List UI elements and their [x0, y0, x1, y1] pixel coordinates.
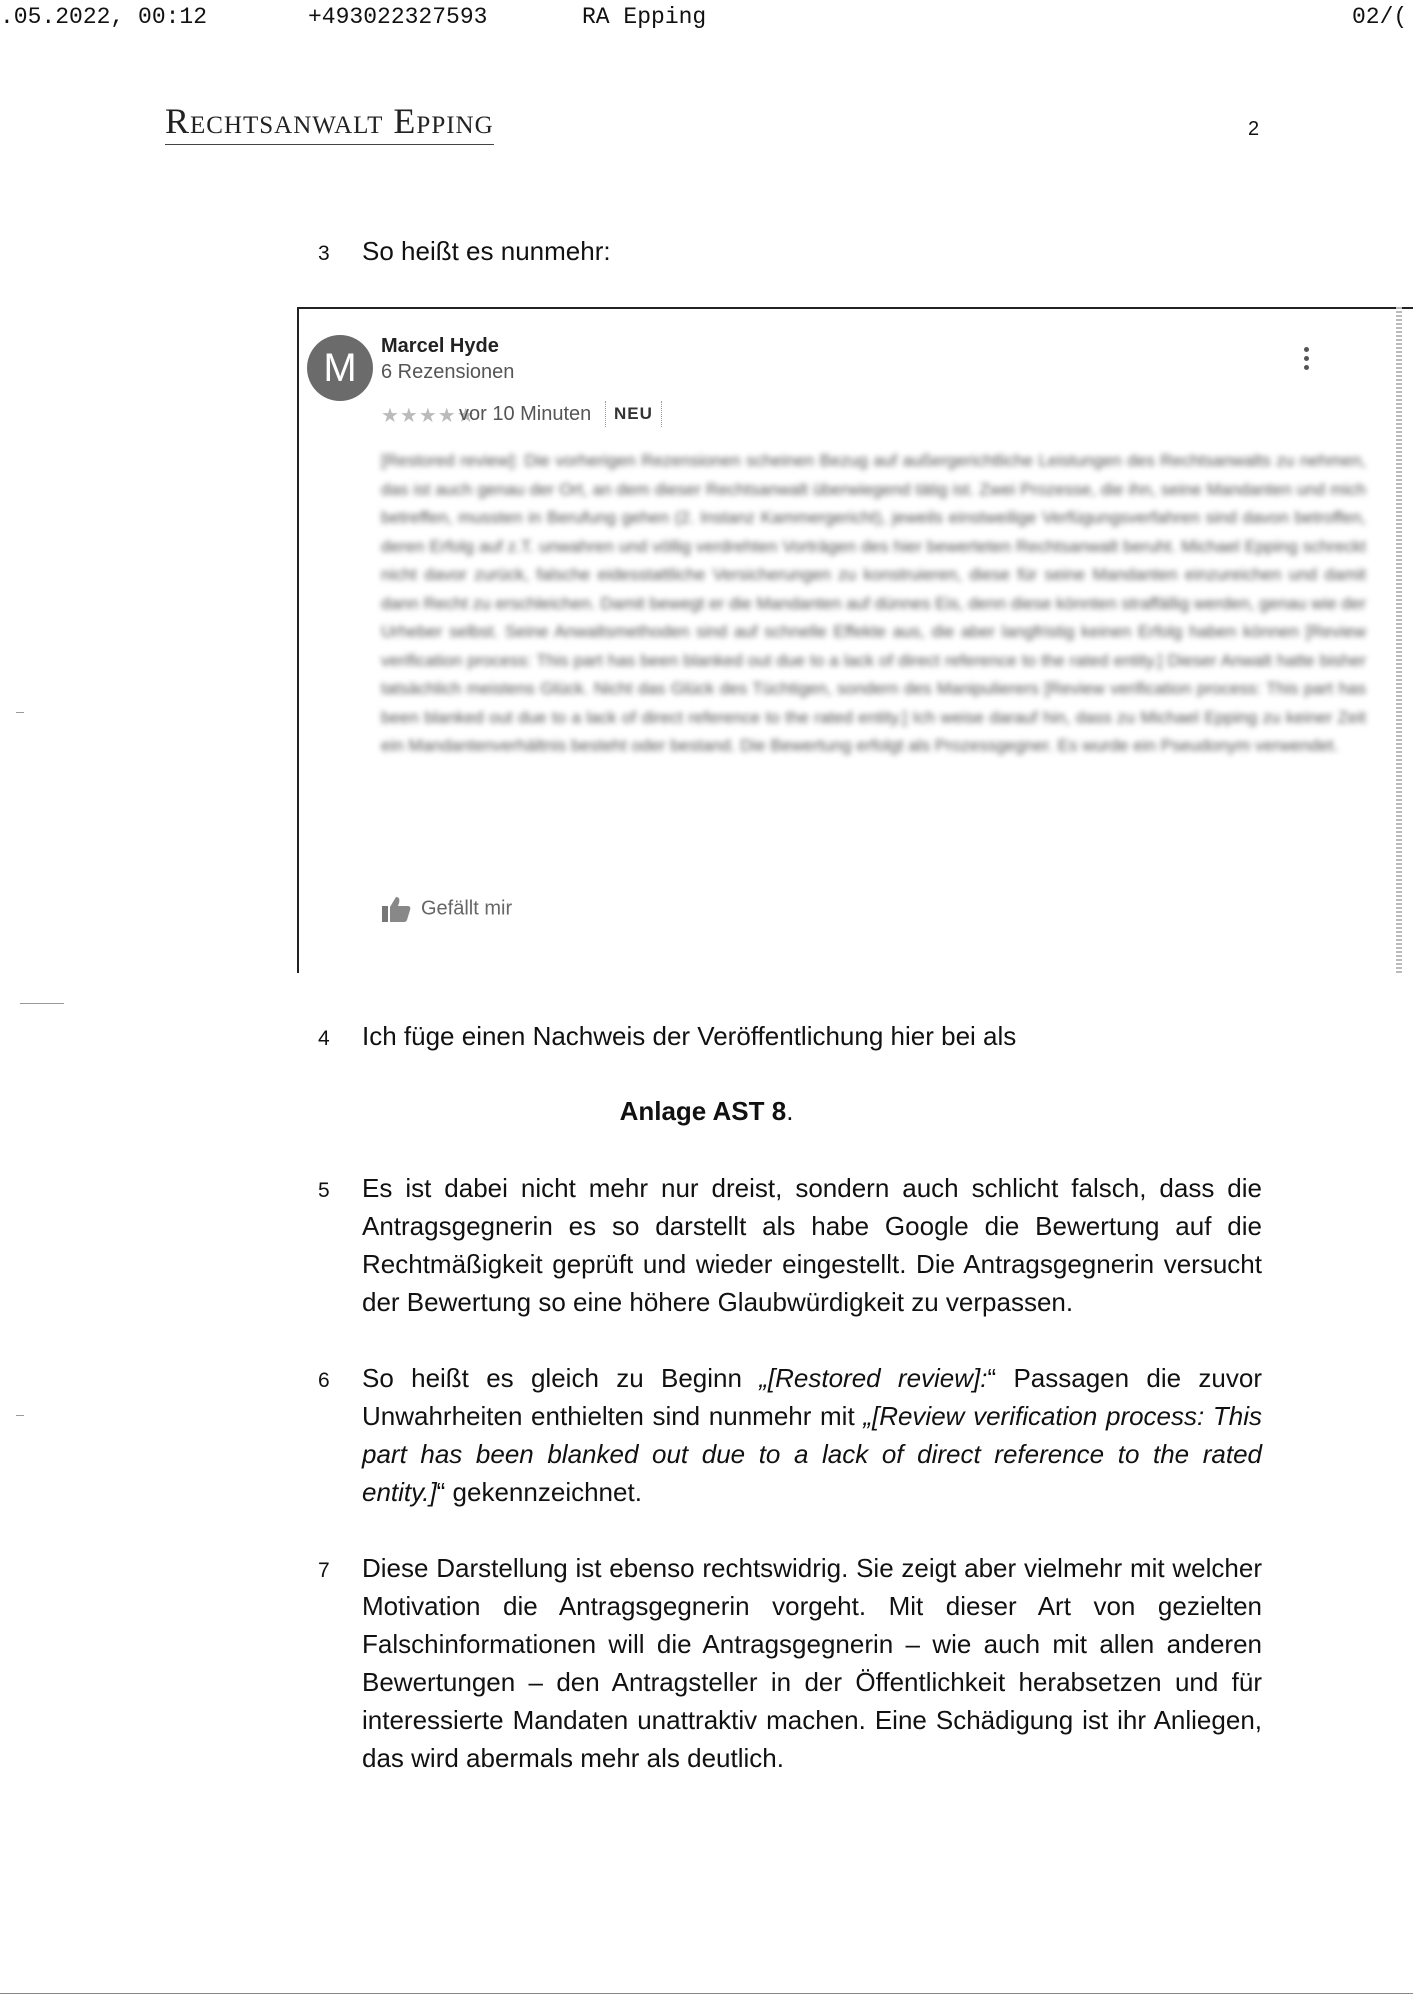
p6-quote: „[Restored review]:: [759, 1363, 988, 1393]
margin-mark: [20, 1003, 64, 1004]
paragraph-number: 7: [318, 1559, 330, 1582]
p6-text: “ Passagen die zuvor Unwahrheiten enthielten sind nunmehr mit: [362, 1363, 1262, 1431]
screenshot-edge: [1396, 307, 1402, 973]
avatar: M: [307, 335, 373, 401]
margin-mark: [16, 1415, 24, 1416]
fax-header: [0, 4, 1413, 32]
paragraph-5: Es ist dabei nicht mehr nur dreist, sondern auch schlicht falsch, dass die Antragsgegnerin es so darstellt als habe Google die Bewertung auf die Rechtmäßigkeit geprüft und wieder eingestellt. Die Antragsgegnerin versucht der Bewertung so eine höhere Glaubwürdigkeit zu verpassen.: [362, 1173, 1262, 1317]
paragraph-7: Diese Darstellung ist ebenso rechtswidrig. Sie zeigt aber vielmehr mit welcher Motivation die Antragsgegnerin vorgeht. Mit dieser Art von gezielten Falschinformationen will die Antragsgegnerin – wie auch mit allen anderen Bewertungen – den Antragsteller in der Öffentlichkeit herabsetzen und für interessierte Mandaten unattraktiv machen. Eine Schädigung ist ihr Anliegen, das wird abermals mehr als deutlich.: [362, 1553, 1262, 1773]
new-badge: NEU: [605, 401, 662, 427]
thumbs-up-icon: [381, 895, 411, 923]
paragraph-number: 6: [318, 1369, 330, 1392]
fax-date: .05.2022, 00:12: [0, 4, 208, 30]
fax-page: 02/(: [1352, 4, 1408, 30]
paragraph-4: Ich füge einen Nachweis der Veröffentlichung hier bei als: [362, 1021, 1017, 1051]
letterhead: Rechtsanwalt Epping: [165, 100, 494, 145]
anlage-dot: .: [786, 1096, 794, 1126]
fax-sender: RA Epping: [582, 4, 707, 30]
star-rating: ★★★★★: [381, 405, 476, 427]
page-number: 2: [1248, 118, 1260, 140]
anlage-text: Anlage AST 8: [619, 1096, 787, 1126]
paragraph-3: So heißt es nunmehr:: [362, 236, 611, 266]
p6-text: “ gekennzeichnet.: [436, 1477, 642, 1507]
paragraph-number: 5: [318, 1179, 330, 1202]
more-options-icon[interactable]: [1304, 347, 1310, 377]
review-screenshot: [297, 307, 1413, 973]
like-button[interactable]: [381, 895, 512, 923]
review-body: [Restored review]: Die vorherigen Rezensionen scheinen Bezug auf außergerichtliche Leistungen des Rechtsanwalts zu nehmen, das ist auch genau der Ort, an dem dieser Rechtsanwalt überwiegend tätig ist. Zwei Prozesse, die ihn, seine Mandanten und mich betreffen, mussten in Berufung gehen (2. Instanz Kammergericht), jeweils einstweilige Verfügungsverfahren sind davon betroffen, deren Erfolg auf z.T. unwahren und völlig verdrehten Vorträgen des hier bewerteten Rechtsanwalt beruht. Michael Epping schreckt nicht davor zurück, falsche eidesstattliche Versicherungen zu konstruieren, diese für seine Mandanten einzureichen und damit dann Recht zu erschleichen. Damit bewegt er die Mandanten auf dünnes Eis, denn diese könnten straffällig werden, genau wie der Urheber selbst. Seine Anwaltsmethoden sind auf schnelle Effekte aus, die aber langfristig keinen Erfolg haben können [Review verification process: This part has been blanked out due to a lack of direct reference to the rated entity.] Dieser Anwalt hatte bisher tatsächlich meistens Glück. Nicht das Glück des Tüchtigen, sondern des Manipulierers [Review verification process: This part has been blanked out due to a lack of direct reference to the rated entity.] Ich weise darauf hin, dass zu Michael Epping zu keiner Zeit ein Mandantenverhältnis besteht oder bestand. Die Bewertung erfolgt als Prozessgegner. Es wurde ein Pseudonym verwendet.: [381, 451, 1366, 755]
paragraph-6: [362, 1359, 1262, 1511]
p6-quote: „[Review verification process: This part has been blanked out due to a lack of direct reference to the rated entity.]: [362, 1401, 1262, 1507]
fax-phone: +493022327593: [308, 4, 488, 30]
reviewer-name: Marcel Hyde: [381, 335, 499, 357]
margin-mark: [16, 712, 24, 713]
bottom-rule: [0, 1993, 1413, 1994]
review-time: vor 10 Minuten: [459, 403, 592, 425]
like-label: Gefällt mir: [421, 897, 513, 920]
review-count: 6 Rezensionen: [381, 361, 515, 383]
anlage-label: [0, 1096, 1413, 1127]
paragraph-number: 3: [318, 242, 330, 265]
p6-text: So heißt es gleich zu Beginn: [362, 1363, 760, 1393]
paragraph-number: 4: [318, 1027, 330, 1050]
